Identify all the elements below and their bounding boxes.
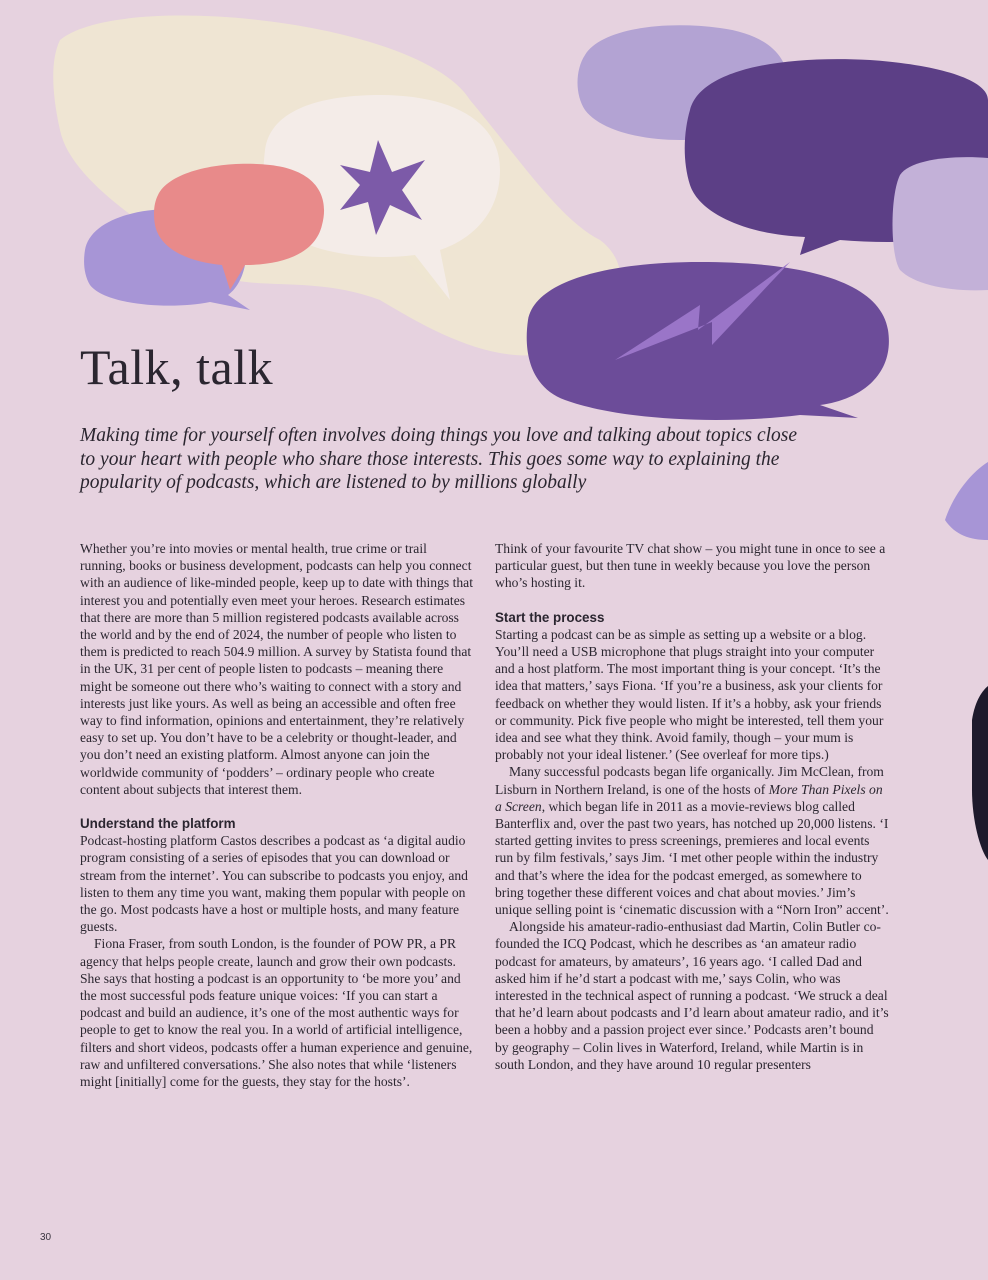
right-paragraph-3 — [495, 763, 890, 918]
right-column — [495, 540, 890, 1073]
lavender-shape-right-edge — [945, 462, 988, 540]
left-paragraph-3: Fiona Fraser, from south London, is the founder of POW PR, a PR agency that helps people create, launch and grow their own podcasts. She says that hosting a podcast is an opportunity to ‘be more you’ and the most successful pods feature unique voices: ‘If you can start a podcast and build an audience, it’s one of the most authentic ways for people to get to know the real you. In a world of artificial intelligence, filters and short videos, podcasts offer a human experience and genuine, raw and unfiltered conversations.’ She also notes that while ‘listeners might [initially] come for the guests, they stay for the hosts’. — [80, 936, 473, 1090]
heading-start-process: Start the process — [495, 609, 605, 625]
right-paragraph-4: Alongside his amateur-radio-enthusiast dad Martin, Colin Butler co-founded the ICQ Podcast, which he describes as ‘an amateur radio podcast for amateurs, by amateurs’, 16 years ago. ‘I called Dad and asked him if he’d start a podcast with me,’ says Colin, who was interested in the technical aspect of running a podcast. ‘We struck a deal that he’d learn about podcasts and I’d learn about amateur radio, and it’s been a hobby and a passion project ever since.’ Podcasts aren’t bound by geography – Colin lives in Waterford, Ireland, while Martin is in south London, and they have around 10 regular presenters — [495, 919, 889, 1072]
page-title: Talk, talk — [80, 339, 274, 395]
left-paragraph-2: Podcast-hosting platform Castos describes a podcast as ‘a digital audio program consisting of a series of episodes that you can download or stream from the internet’. You can subscribe to podcasts you enjoy, and listen to them any time you want, making them popular with people on the go. Most podcasts have a host or multiple hosts, and many feature guests. — [80, 833, 468, 935]
lavender-bubble-right — [893, 157, 988, 290]
purple-bubble-large — [527, 262, 889, 420]
right-paragraph-1: Think of your favourite TV chat show – you might tune in once to see a particular guest, but then tune in weekly because you love the person who’s hosting it. — [495, 541, 886, 591]
dark-shape-right-edge — [972, 686, 988, 860]
right-paragraph-2: Starting a podcast can be as simple as setting up a website or a blog. You’ll need a USB microphone that plugs straight into your computer and a host platform. The most important thing is your concept. ‘It’s the idea that matters,’ says Fiona. ‘If you’re a business, ask your clients for feedback on whether they would listen. If it’s a hobby, ask your friends or community. Pick five people who might be interested, tell them your idea and see what they think. Avoid family, though – your mum is probably not your ideal listener.’ (See overleaf for more tips.) — [495, 626, 884, 763]
p3-text-b: , which began life in 2011 as a movie-reviews blog called Banterflix and, over the past two years, has notched up 20,000 listens. ‘I started getting invites to press screenings, premieres and local events run by film festivals,’ says Jim. ‘I met other people within the industry and that’s where the idea for the podcast emerged, as somewhere to bring together these different voices and chat about movies.’ Jim’s unique selling point is ‘cinematic discussion with a “Norn Iron” accent’. — [495, 798, 889, 918]
heading-understand-platform: Understand the platform — [80, 816, 236, 832]
standfirst: Making time for yourself often involves doing things you love and talking about topics close to your heart with people who share those interests. This goes some way to explaining the popularity of podcasts, which are listened to by millions globally — [80, 425, 798, 493]
p3-text-a: Many successful podcasts began life organically. Jim McClean, from Lisburn in Northern Ireland, is one of the hosts of — [495, 764, 884, 797]
page-number: 30 — [40, 1232, 52, 1243]
left-paragraph-1: Whether you’re into movies or mental health, true crime or trail running, books or business development, podcasts can help you connect with an audience of like-minded people, keep up to date with things that interest you and potentially even meet your heroes. Research estimates that there are more than 5 million registered podcasts available across the world and by the end of 2024, the number of people who listen to them is predicted to reach 504.9 million. A survey by Statista found that in the UK, 31 per cent of people listen to podcasts – meaning there might be someone out there who’s waiting to connect with a story and interests just like yours. As well as being an accessible and often free way to find information, opinions and entertainment, they’re relatively easy to set up. You don’t have to be a celebrity or thought-leader, and you don’t need an existing platform. Almost anyone can join the worldwide community of ‘podders’ – ordinary people who create content about subjects that interest them. — [80, 541, 473, 797]
left-column — [80, 540, 475, 1090]
podcast-title-italic: More Than Pixels on a Screen — [495, 781, 883, 814]
